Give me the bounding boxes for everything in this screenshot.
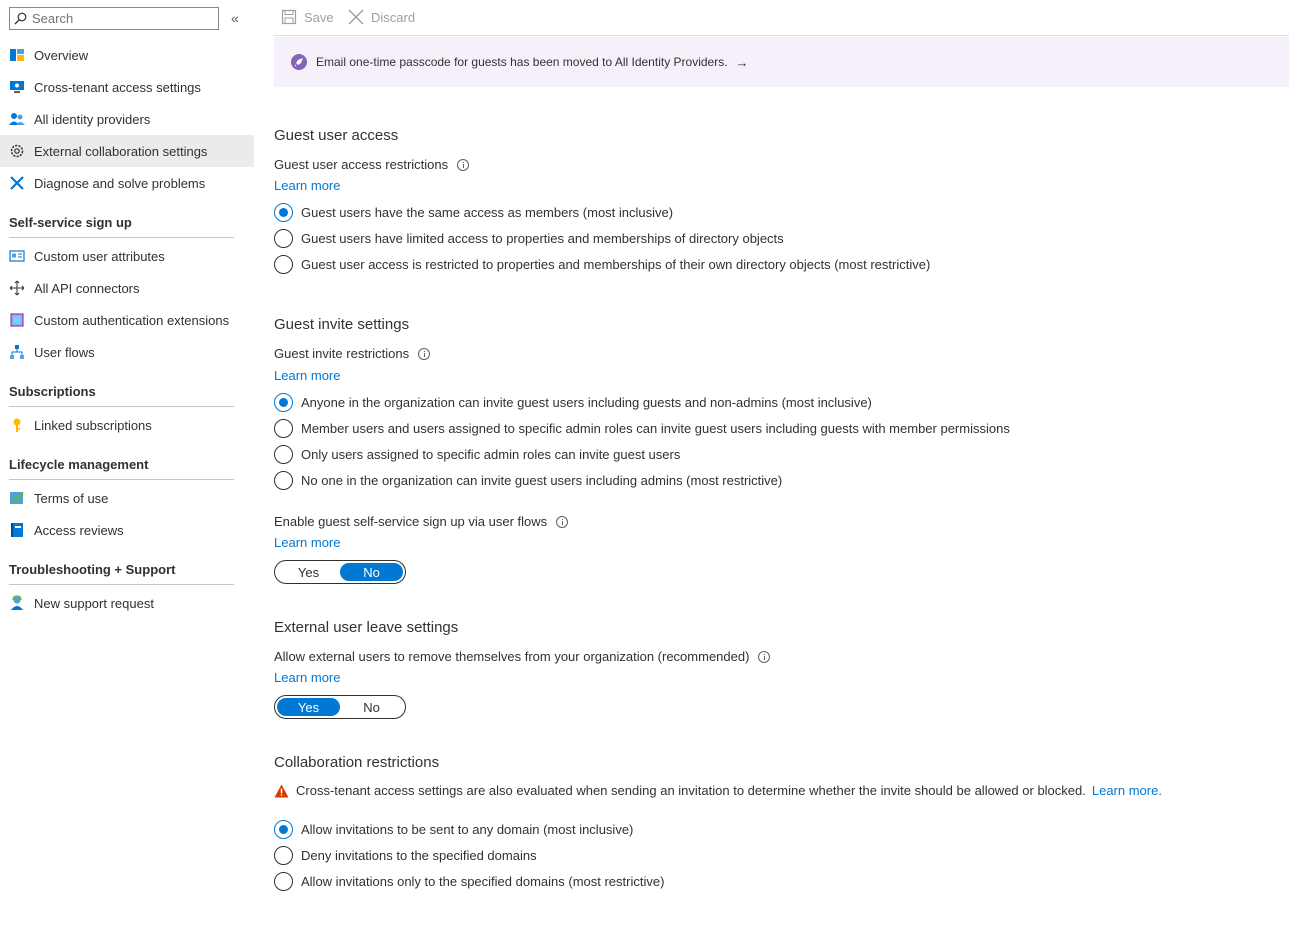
guest-access-learn-more-link[interactable]: Learn more	[274, 178, 341, 193]
guest-invite-option-1[interactable]	[274, 393, 872, 412]
save-button[interactable]	[281, 9, 334, 25]
info-icon[interactable]	[457, 159, 469, 171]
radio-label: Allow invitations to be sent to any domain (most inclusive)	[301, 822, 634, 837]
radio-label: Anyone in the organization can invite guest users including guests and non-admins (most inclusive)	[301, 395, 872, 410]
radio-label: Guest users have limited access to properties and memberships of directory objects	[301, 231, 784, 246]
sidebar-item-label: Cross-tenant access settings	[34, 79, 201, 95]
nav-section-header: Subscriptions	[9, 384, 234, 407]
search-icon	[14, 12, 27, 25]
sidebar-item-diagnose[interactable]	[0, 167, 254, 199]
sidebar-item-label: New support request	[34, 595, 154, 611]
sidebar-item-access-reviews[interactable]	[0, 514, 254, 546]
guest-invite-option-3[interactable]	[274, 445, 680, 464]
guest-access-label-text: Guest user access restrictions	[274, 157, 449, 172]
discard-button[interactable]	[348, 9, 415, 25]
guest-invite-learn-more-link[interactable]: Learn more	[274, 368, 341, 383]
info-banner[interactable]	[274, 37, 1289, 87]
collab-option-2[interactable]	[274, 846, 537, 865]
sidebar	[0, 0, 254, 942]
support-person-icon	[8, 595, 25, 612]
sidebar-item-label: Terms of use	[34, 490, 109, 506]
self-service-label-text: Enable guest self-service sign up via user flows	[274, 514, 548, 529]
save-button-label: Save	[304, 9, 334, 25]
radio-button[interactable]	[274, 229, 293, 248]
sidebar-item-api-connectors[interactable]	[0, 272, 254, 304]
radio-button[interactable]	[274, 872, 293, 891]
sidebar-item-label: Custom authentication extensions	[34, 312, 230, 328]
sidebar-item-label: External collaboration settings	[34, 143, 208, 159]
collab-option-3[interactable]	[274, 872, 664, 891]
guest-access-option-3[interactable]	[274, 255, 930, 274]
key-icon	[8, 417, 25, 434]
nav-section-header: Troubleshooting + Support	[9, 562, 234, 585]
leave-settings-label-text: Allow external users to remove themselves from your organization (recommended)	[274, 649, 750, 664]
radio-label: Only users assigned to specific admin roles can invite guest users	[301, 447, 681, 462]
leave-settings-title: External user leave settings	[274, 619, 459, 636]
banner-text: Email one-time passcode for guests has been moved to All Identity Providers.	[316, 55, 728, 69]
guest-access-title: Guest user access	[274, 127, 399, 144]
close-icon	[348, 9, 364, 25]
collab-option-1[interactable]	[274, 820, 633, 839]
guest-invite-title: Guest invite settings	[274, 316, 410, 333]
radio-button[interactable]	[274, 393, 293, 412]
radio-button[interactable]	[274, 471, 293, 490]
toggle-no[interactable]: No	[363, 699, 380, 715]
sidebar-item-label: Custom user attributes	[34, 248, 165, 264]
guest-invite-option-2[interactable]	[274, 419, 1010, 438]
sidebar-item-label: Diagnose and solve problems	[34, 175, 206, 191]
checklist-icon	[8, 490, 25, 507]
radio-button[interactable]	[274, 203, 293, 222]
guest-invite-label-text: Guest invite restrictions	[274, 346, 410, 361]
collapse-sidebar-icon[interactable]: «	[231, 10, 239, 26]
id-card-icon	[8, 248, 25, 265]
sidebar-item-label: Access reviews	[34, 522, 124, 538]
radio-label: Member users and users assigned to specific admin roles can invite guest users including guests with member permissions	[301, 421, 1010, 436]
self-service-toggle[interactable]	[274, 560, 406, 584]
discard-button-label: Discard	[371, 9, 416, 25]
info-icon[interactable]	[418, 348, 430, 360]
sidebar-item-label: All identity providers	[34, 111, 151, 127]
radio-button[interactable]	[274, 419, 293, 438]
sidebar-item-identity-providers[interactable]	[0, 103, 254, 135]
radio-button[interactable]	[274, 846, 293, 865]
sidebar-item-custom-auth-extensions[interactable]	[0, 304, 254, 336]
toggle-yes[interactable]: Yes	[277, 698, 340, 716]
nav-section-header: Lifecycle management	[9, 457, 234, 480]
info-icon[interactable]	[758, 651, 770, 663]
guest-access-option-1[interactable]	[274, 203, 673, 222]
leave-toggle[interactable]	[274, 695, 406, 719]
sidebar-item-label: All API connectors	[34, 280, 140, 296]
wrench-icon	[8, 175, 25, 192]
guest-access-option-2[interactable]	[274, 229, 784, 248]
arrow-right-icon[interactable]: →	[735, 54, 749, 70]
sidebar-item-terms-of-use[interactable]	[0, 482, 254, 514]
sidebar-item-user-flows[interactable]	[0, 336, 254, 368]
info-icon[interactable]	[556, 516, 568, 528]
radio-label: Deny invitations to the specified domains	[301, 848, 537, 863]
users-icon	[8, 111, 25, 128]
radio-button[interactable]	[274, 445, 293, 464]
guest-invite-option-4[interactable]	[274, 471, 782, 490]
sidebar-item-overview[interactable]	[0, 39, 254, 71]
guest-invite-label	[274, 346, 430, 361]
radio-label: Allow invitations only to the specified domains (most restrictive)	[301, 874, 665, 889]
save-icon	[281, 9, 297, 25]
toggle-yes[interactable]: Yes	[297, 564, 320, 580]
self-service-label	[274, 514, 568, 529]
guest-access-label	[274, 157, 469, 172]
nav-section-header: Self-service sign up	[9, 215, 234, 238]
overview-icon	[8, 47, 25, 64]
sidebar-item-external-collaboration[interactable]	[0, 135, 254, 167]
command-bar	[274, 0, 1289, 36]
leave-settings-label	[274, 649, 770, 664]
radio-label: No one in the organization can invite guest users including admins (most restrictive)	[301, 473, 783, 488]
collab-restrictions-title: Collaboration restrictions	[274, 754, 440, 771]
sidebar-item-new-support-request[interactable]	[0, 587, 254, 619]
radio-label: Guest users have the same access as members (most inclusive)	[301, 205, 674, 220]
sidebar-item-custom-user-attributes[interactable]	[0, 240, 254, 272]
toggle-no[interactable]: No	[340, 563, 403, 581]
search-input[interactable]	[32, 11, 212, 26]
extension-icon	[8, 312, 25, 329]
connector-icon	[8, 280, 25, 297]
radio-label: Guest user access is restricted to properties and memberships of their own directory objects (most restrictive)	[301, 257, 931, 272]
collab-warning	[274, 783, 1162, 798]
warning-icon	[274, 784, 289, 798]
sidebar-item-label: Overview	[34, 47, 89, 63]
book-icon	[8, 522, 25, 539]
warning-text: Cross-tenant access settings are also evaluated when sending an invitation to determine whether the invite should be allowed or blocked.	[296, 783, 1086, 798]
monitor-icon	[8, 79, 25, 96]
radio-button[interactable]	[274, 255, 293, 274]
search-box[interactable]	[9, 7, 219, 30]
sidebar-item-label: Linked subscriptions	[34, 417, 152, 433]
sidebar-item-cross-tenant[interactable]	[0, 71, 254, 103]
sidebar-item-linked-subscriptions[interactable]	[0, 409, 254, 441]
rocket-icon	[291, 54, 307, 70]
warning-learn-more-link[interactable]: Learn more.	[1091, 783, 1162, 798]
leave-learn-more-link[interactable]: Learn more	[274, 670, 341, 685]
sidebar-item-label: User flows	[34, 344, 95, 360]
self-service-learn-more-link[interactable]: Learn more	[274, 535, 341, 550]
flow-icon	[8, 344, 25, 361]
gear-icon	[8, 143, 25, 160]
radio-button[interactable]	[274, 820, 293, 839]
